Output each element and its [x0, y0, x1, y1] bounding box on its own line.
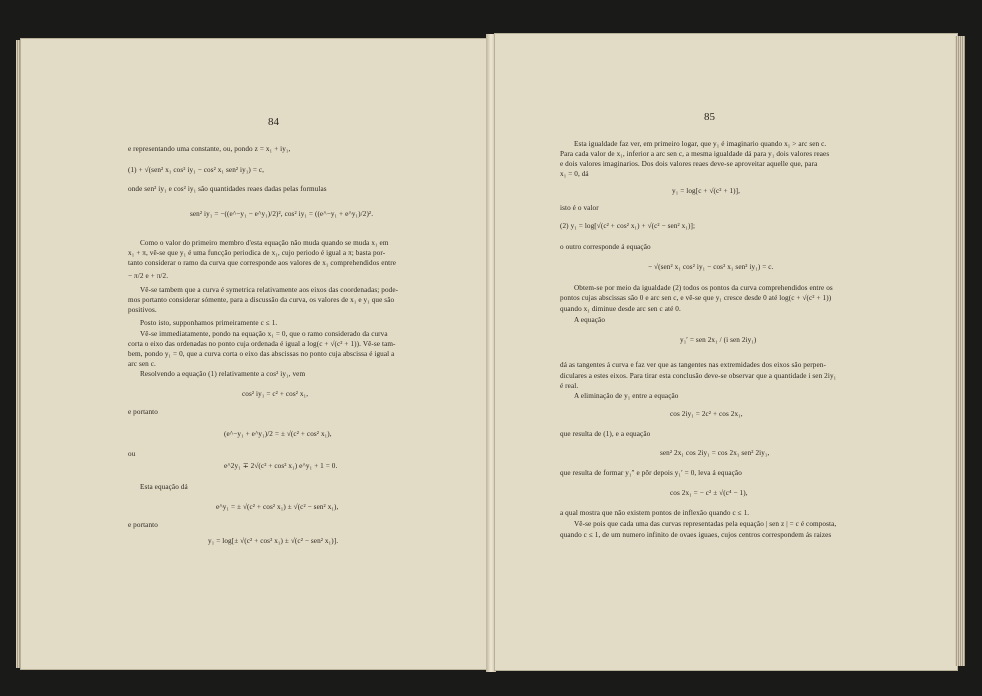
equation-1: (1) + √(sen² x₁ cos² iy₁ − cos² x₁ sen² iy₁) = c,	[128, 166, 265, 174]
equation: e^y₁ = ± √(c² + cos² x₁) ± √(c² − sen² x₁),	[216, 503, 339, 511]
text-line: que resulta de formar y₁″ e pôr depois y₁′ = 0, leva á equação	[560, 469, 742, 477]
text-line: quando x₁ diminue desde arc sen c até 0.	[560, 305, 681, 313]
equation: cos 2iy₁ = 2c² + cos 2x₁,	[670, 410, 743, 418]
equation-2: (2) y₁ = log[√(c² + cos² x₁) + √(c² − sen² x₁)];	[560, 222, 696, 230]
text-line: que resulta de (1), e a equação	[560, 430, 651, 438]
text-line: dá as tangentes á curva e faz ver que as tangentes nas extremidades dos eixos são perpen-	[560, 361, 826, 369]
text-line: diculares a estes eixos. Para tirar esta conclusão deve-se observar que a quantidade i sen 2iy₁	[560, 372, 837, 380]
text-line: e portanto	[128, 408, 158, 416]
text-line: pontos cujas abscissas são 0 e arc sen c, e vê-se que y₁ cresce desde 0 até log(c + √(c² + 1))	[560, 294, 832, 302]
text-line: Esta igualdade faz ver, em primeiro logar, que y₁ é imaginario quando x₁ > arc sen c.	[574, 140, 827, 148]
text-line: Vê-se immediatamente, pondo na equação x₁ = 0, que o ramo considerado da curva	[140, 330, 388, 338]
text-line: e portanto	[128, 521, 158, 529]
text-line: Posto isto, supponhamos primeiramente c ≤ 1.	[140, 319, 278, 327]
text-line: positivos.	[128, 306, 157, 314]
right-page-edge	[955, 36, 965, 666]
text-line: x₁ + π, vê-se que y₁ é uma funcção periodica de x₁, cujo periodo é igual a π; basta por-	[128, 249, 386, 257]
right-page	[494, 33, 958, 671]
page-number-right: 85	[704, 111, 715, 123]
equation: y₁ = log[± √(c² + cos² x₁) ± √(c² − sen² x₁)].	[208, 537, 339, 545]
text-line: A equação	[574, 316, 606, 324]
text-line: e representando uma constante, ou, pondo z = x₁ + iy₁,	[128, 145, 291, 153]
text-line: ou	[128, 450, 136, 458]
text-line: Resolvendo a equação (1) relativamente a cos² iy₁, vem	[140, 370, 306, 378]
equation: (e^−y₁ + e^y₁)/2 = ± √(c² + cos² x₁),	[224, 430, 332, 438]
text-line: o outro corresponde á equação	[560, 243, 651, 251]
text-line: Como o valor do primeiro membro d'esta equação não muda quando se muda x₁ em	[140, 239, 389, 247]
equation: − √(sen² x₁ cos² iy₁ − cos² x₁ sen² iy₁) = c.	[648, 263, 774, 271]
text-line: a qual mostra que não existem pontos de inflexão quando c ≤ 1.	[560, 509, 750, 517]
text-line: x₁ = 0, dá	[560, 170, 589, 178]
text-line: arc sen c.	[128, 360, 156, 368]
text-line: Obtem-se por meio da igualdade (2) todos os pontos da curva comprehendidos entre os	[574, 284, 833, 292]
text-line: e dois valores imaginarios. Dos dois valores reaes deve-se aproveitar aquelle que, para	[560, 160, 818, 168]
equation: y₁ = log[c + √(c² + 1)],	[672, 187, 741, 195]
text-line: Vê-se tambem que a curva é symetrica relativamente aos eixos das coordenadas; pode-	[140, 286, 399, 294]
equation: y₁′ = sen 2x₁ / (i sen 2iy₁)	[680, 336, 757, 344]
text-line: corta o eixo das ordenadas no ponto cuja ordenada é igual a log(c + √(c² + 1)). Vê-se tam-	[128, 340, 396, 348]
text-line: é real.	[560, 382, 579, 390]
equation: cos 2x₁ = − c² ± √(c⁴ − 1),	[670, 489, 748, 497]
text-line: tanto considerar o ramo da curva que corresponde aos valores de x₁ comprehendidos entre	[128, 259, 397, 267]
page-number-left: 84	[268, 116, 279, 128]
equation: sen² iy₁ = −((e^−y₁ − e^y₁)/2)², cos² iy₁ = ((e^−y₁ + e^y₁)/2)².	[190, 210, 374, 218]
equation: cos² iy₁ = c² + cos² x₁,	[242, 390, 309, 398]
text-line: A eliminação de y₁ entre a equação	[574, 392, 679, 400]
text-line: mos portanto considerar sómente, para a discussão da curva, os valores de x₁ e y₁ que são	[128, 296, 395, 304]
text-line: quando c ≤ 1, de um numero infinito de ovaes iguaes, cujos centros correspondem ás raizes	[560, 531, 832, 539]
equation: sen² 2x₁ cos 2iy₁ = cos 2x₁ sen² 2iy₁,	[660, 449, 770, 457]
text-line: Esta equação dá	[140, 483, 188, 491]
text-line: Para cada valor de x₁, inferior a arc sen c, a mesma igualdade dá para y₁ dois valores reaes	[560, 150, 830, 158]
text-line: Vê-se pois que cada uma das curvas representadas pela equação | sen z | = c é composta,	[574, 520, 837, 528]
text-line: bem, pondo y₁ = 0, que a curva corta o eixo das abscissas no ponto cuja abscissa é igual a	[128, 350, 395, 358]
equation: e^2y₁ ∓ 2√(c² + cos² x₁) e^y₁ + 1 = 0.	[224, 462, 338, 470]
text-line: onde sen² iy₁ e cos² iy₁ são quantidades reaes dadas pelas formulas	[128, 185, 327, 193]
left-page	[20, 38, 488, 670]
text-line: − π/2 e + π/2.	[128, 272, 169, 280]
text-line: isto é o valor	[560, 204, 599, 212]
